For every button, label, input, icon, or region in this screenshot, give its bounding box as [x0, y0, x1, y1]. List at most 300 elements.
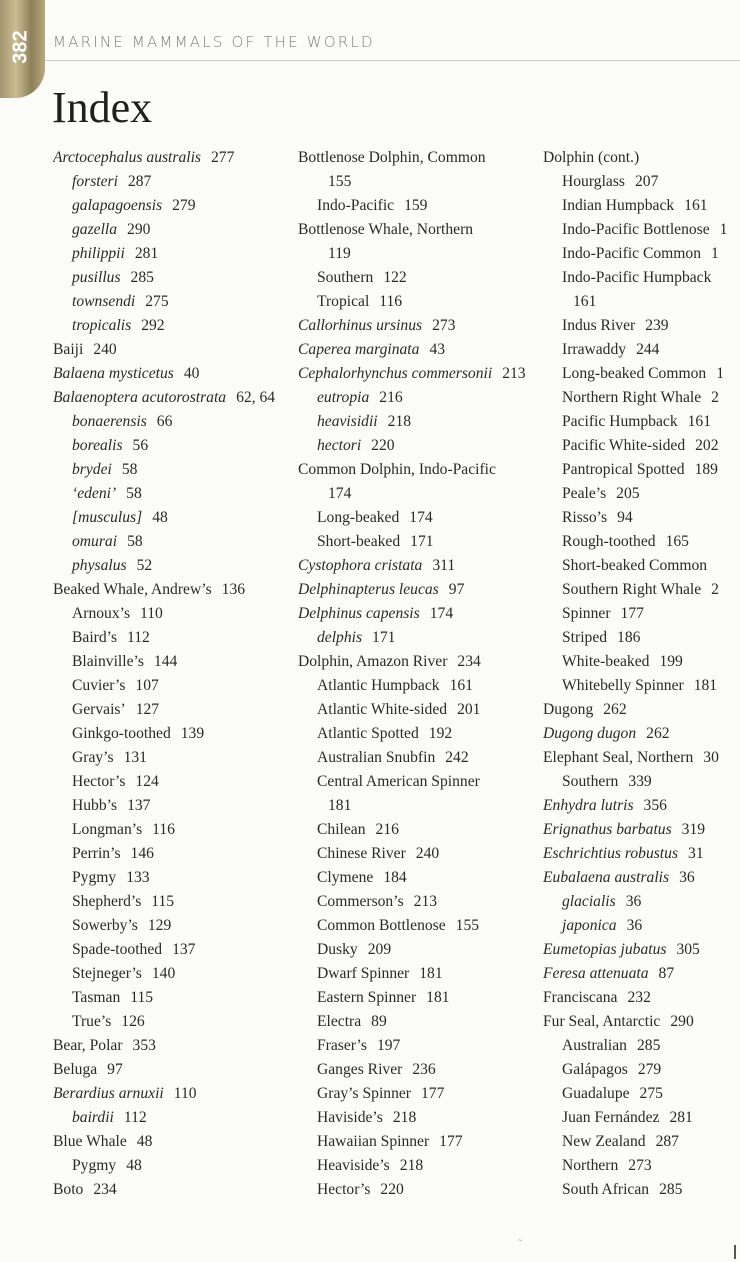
index-term: Atlantic Spotted: [317, 725, 419, 742]
index-subentry: [298, 746, 534, 770]
index-page-ref: 311: [432, 557, 456, 574]
index-entry: [543, 962, 740, 986]
index-term: Stejneger’s: [72, 965, 142, 982]
index-subentry: [543, 530, 740, 554]
page-number-tab: [0, 0, 45, 98]
index-subentry: [53, 650, 288, 674]
index-page-ref: 139: [180, 725, 205, 742]
index-page-ref: 124: [135, 773, 159, 790]
index-entry: [53, 1082, 288, 1106]
index-subentry: [543, 266, 740, 290]
index-subentry: [53, 1106, 288, 1130]
index-term: Elephant Seal, Northern: [543, 749, 694, 766]
index-page-ref: 115: [151, 893, 175, 910]
index-term: Pantropical Spotted: [562, 461, 685, 478]
index-term: Hourglass: [562, 173, 625, 190]
index-term: Spinner: [562, 605, 611, 622]
index-page-ref: 218: [392, 1109, 417, 1126]
index-subentry: [53, 914, 288, 938]
index-page-ref: 112: [123, 1109, 147, 1126]
index-term: Arnoux’s: [72, 605, 131, 622]
index-term: Southern: [562, 773, 619, 790]
index-term: Hector’s: [317, 1181, 371, 1198]
index-page-ref: 244: [636, 341, 660, 358]
index-term: Indo-Pacific Humpback: [562, 269, 712, 286]
index-entry: [543, 794, 740, 818]
index-term: Australian Snubfin: [317, 749, 436, 766]
index-entry: [543, 938, 740, 962]
index-page-ref: 186: [617, 629, 641, 646]
index-page-ref: 213: [413, 893, 438, 910]
index-subentry: [53, 602, 288, 626]
index-term: Gray’s: [72, 749, 114, 766]
index-page-ref: 232: [627, 989, 651, 1006]
index-term: Boto: [53, 1181, 84, 1198]
index-page-ref: 181: [426, 989, 450, 1006]
index-page-ref: 36: [626, 917, 643, 934]
index-entry: [298, 602, 534, 626]
index-page-ref: 1: [719, 221, 728, 238]
index-term: Longman’s: [72, 821, 143, 838]
index-page-ref: 181: [693, 677, 718, 694]
index-term: Tropical: [317, 293, 370, 310]
page-title: Index: [52, 83, 153, 132]
index-subentry: [543, 506, 740, 530]
index-term: Cephalorhynchus commersonii: [298, 365, 493, 382]
index-page-ref: 110: [140, 605, 163, 622]
page-number: 382: [9, 30, 32, 64]
index-page-ref: 155: [455, 917, 480, 934]
index-page-ref: 97: [448, 581, 465, 598]
index-subentry: [543, 1106, 740, 1130]
index-term: 155: [328, 173, 352, 190]
index-term: Long-beaked: [317, 509, 400, 526]
index-subentry: [543, 1154, 740, 1178]
page-number-box: [8, 18, 34, 76]
index-page-ref: 202: [695, 437, 719, 454]
index-term: Hubb’s: [72, 797, 118, 814]
index-subentry: [543, 482, 740, 506]
index-subentry: [53, 626, 288, 650]
index-term: Atlantic White-sided: [317, 701, 448, 718]
index-subentry: [298, 866, 534, 890]
index-term: Franciscana: [543, 989, 618, 1006]
index-entry: [298, 482, 534, 506]
index-term: Arctocephalus australis: [53, 149, 201, 166]
index-entry: [298, 242, 534, 266]
index-page-ref: 290: [127, 221, 151, 238]
index-term: Striped: [562, 629, 608, 646]
index-page-ref: 220: [371, 437, 395, 454]
index-term: 174: [328, 485, 352, 502]
index-subentry: [298, 386, 534, 410]
index-term: 161: [573, 293, 597, 310]
index-subentry: [298, 434, 534, 458]
index-term: Cystophora cristata: [298, 557, 423, 574]
index-entry: [298, 554, 534, 578]
index-term: gazella: [72, 221, 118, 238]
index-subentry: [298, 914, 534, 938]
index-subentry: [53, 482, 288, 506]
index-term: Short-beaked Common: [562, 557, 708, 574]
crop-mark: [734, 1245, 736, 1259]
index-term: Pygmy: [72, 1157, 117, 1174]
index-subentry: [53, 194, 288, 218]
index-entry: [53, 146, 288, 170]
index-page-ref: 115: [130, 989, 154, 1006]
index-subentry: [298, 842, 534, 866]
index-page-ref: 236: [412, 1061, 436, 1078]
index-page-ref: 94: [617, 509, 633, 526]
index-term: Short-beaked: [317, 533, 401, 550]
index-page-ref: 184: [383, 869, 407, 886]
index-subentry: [53, 722, 288, 746]
index-page-ref: 275: [639, 1085, 663, 1102]
index-subentry: [543, 242, 740, 266]
index-term: Dwarf Spinner: [317, 965, 410, 982]
index-term: Northern: [562, 1157, 619, 1174]
index-term: Commerson’s: [317, 893, 404, 910]
index-subentry: [298, 986, 534, 1010]
index-subentry: [53, 410, 288, 434]
index-subentry: [53, 266, 288, 290]
index-page-ref: 240: [415, 845, 440, 862]
index-page-ref: 240: [93, 341, 117, 358]
index-term: Indian Humpback: [562, 197, 675, 214]
index-page-ref: 273: [628, 1157, 652, 1174]
index-page-ref: 239: [645, 317, 669, 334]
index-subentry: [298, 626, 534, 650]
index-page-ref: 262: [646, 725, 670, 742]
index-subentry: [53, 986, 288, 1010]
index-term: heavisidii: [317, 413, 378, 430]
index-page-ref: 30: [703, 749, 719, 766]
index-entry: [543, 722, 740, 746]
index-term: Bottlenose Whale, Northern: [298, 221, 474, 238]
index-term: Long-beaked Common: [562, 365, 707, 382]
index-page-ref: 287: [655, 1133, 679, 1150]
index-subentry: [543, 554, 740, 578]
index-page-ref: 192: [428, 725, 453, 742]
index-subentry: [53, 770, 288, 794]
index-page-ref: 201: [457, 701, 481, 718]
index-page-ref: 116: [379, 293, 403, 310]
index-term: Eschrichtius robustus: [543, 845, 679, 862]
index-term: Eubalaena australis: [543, 869, 670, 886]
index-subentry: [53, 290, 288, 314]
index-subentry: [298, 938, 534, 962]
index-page-ref: 279: [637, 1061, 662, 1078]
index-subentry: [53, 554, 288, 578]
index-subentry: [543, 914, 740, 938]
index-term: Pacific White-sided: [562, 437, 686, 454]
index-page-ref: 174: [429, 605, 454, 622]
index-term: Pygmy: [72, 869, 117, 886]
index-page-ref: 161: [449, 677, 473, 694]
index-entry: [543, 1010, 740, 1034]
index-page-ref: 161: [687, 413, 712, 430]
index-term: Balaena mysticetus: [53, 365, 174, 382]
index-page-ref: 48: [152, 509, 168, 526]
index-page-ref: 207: [634, 173, 659, 190]
index-subentry: [53, 818, 288, 842]
index-term: Erignathus barbatus: [543, 821, 672, 838]
index-page-ref: 66: [156, 413, 173, 430]
index-subentry: [53, 506, 288, 530]
index-subentry: [53, 434, 288, 458]
index-term: bonaerensis: [72, 413, 147, 430]
index-term: Blue Whale: [53, 1133, 127, 1150]
index-page-ref: 136: [221, 581, 246, 598]
index-page-ref: 234: [93, 1181, 117, 1198]
index-page-ref: 181: [419, 965, 443, 982]
index-page-ref: 285: [636, 1037, 661, 1054]
index-subentry: [543, 434, 740, 458]
index-term: Beluga: [53, 1061, 98, 1078]
index-subentry: [53, 866, 288, 890]
index-page-ref: 277: [211, 149, 235, 166]
index-subentry: [298, 698, 534, 722]
index-subentry: [298, 818, 534, 842]
index-page-ref: 234: [457, 653, 481, 670]
index-subentry: [543, 650, 740, 674]
index-page-ref: 285: [130, 269, 154, 286]
index-subentry: [53, 170, 288, 194]
index-term: Peale’s: [562, 485, 607, 502]
index-subentry: [53, 962, 288, 986]
index-page-ref: 205: [616, 485, 640, 502]
index-page-ref: 1: [711, 245, 719, 262]
index-subentry: [298, 1154, 534, 1178]
index-term: eutropia: [317, 389, 370, 406]
running-head: MARINE MAMMALS OF THE WORLD: [53, 33, 375, 51]
index-page-ref: 189: [694, 461, 718, 478]
index-term: Dusky: [317, 941, 358, 958]
index-term: Berardius arnuxii: [53, 1085, 164, 1102]
index-page-ref: 62, 64: [236, 389, 276, 406]
index-page-ref: 218: [399, 1157, 424, 1174]
index-term: Electra: [317, 1013, 362, 1030]
index-page-ref: 319: [681, 821, 706, 838]
index-term: Indus River: [562, 317, 636, 334]
index-page-ref: 218: [387, 413, 412, 430]
index-term: Spade-toothed: [72, 941, 163, 958]
index-page-ref: 52: [136, 557, 153, 574]
index-term: glacialis: [562, 893, 616, 910]
index-term: Blainville’s: [72, 653, 144, 670]
index-entry: [543, 842, 740, 866]
index-term: 181: [328, 797, 352, 814]
index-subentry: [543, 602, 740, 626]
index-page-ref: 292: [141, 317, 165, 334]
index-subentry: [543, 386, 740, 410]
index-page-ref: 273: [432, 317, 456, 334]
index-page-ref: 36: [625, 893, 642, 910]
index-page-ref: 140: [151, 965, 176, 982]
index-page-ref: 177: [420, 1085, 445, 1102]
index-entry: [543, 746, 740, 770]
header-rule: [45, 60, 740, 61]
index-subentry: [53, 794, 288, 818]
index-term: brydei: [72, 461, 112, 478]
index-term: Clymene: [317, 869, 374, 886]
index-entry: [53, 362, 288, 386]
index-subentry: [543, 194, 740, 218]
index-column-2: [298, 146, 534, 1202]
index-subentry: [298, 410, 534, 434]
index-page-ref: 129: [147, 917, 172, 934]
index-entry: [53, 1058, 288, 1082]
index-page-ref: 287: [127, 173, 152, 190]
index-term: Australian: [562, 1037, 627, 1054]
index-term: Bottlenose Dolphin, Common: [298, 149, 486, 166]
index-term: Heaviside’s: [317, 1157, 390, 1174]
index-term: philippii: [72, 245, 125, 262]
index-entry: [543, 866, 740, 890]
index-page-ref: 285: [659, 1181, 683, 1198]
index-subentry: [53, 242, 288, 266]
index-entry: [53, 1130, 288, 1154]
index-page-ref: 127: [135, 701, 160, 718]
index-subentry: [298, 506, 534, 530]
index-page-ref: 40: [183, 365, 200, 382]
index-term: ‘edeni’: [72, 485, 117, 502]
index-term: Cuvier’s: [72, 677, 126, 694]
index-term: Common Bottlenose: [317, 917, 446, 934]
index-term: Gervais’: [72, 701, 126, 718]
index-term: Indo-Pacific Bottlenose: [562, 221, 710, 238]
index-page-ref: 2: [711, 389, 719, 406]
index-term: Northern Right Whale: [562, 389, 702, 406]
index-entry: [298, 650, 534, 674]
index-subentry: [543, 578, 740, 602]
index-subentry: [298, 770, 534, 794]
index-page-ref: 197: [376, 1037, 401, 1054]
index-term: Balaenoptera acutorostrata: [53, 389, 227, 406]
index-entry: [298, 218, 534, 242]
index-term: forsteri: [72, 173, 118, 190]
index-term: Dolphin (cont.): [543, 149, 640, 166]
index-page-ref: 305: [676, 941, 700, 958]
index-term: Southern Right Whale: [562, 581, 702, 598]
index-term: bairdii: [72, 1109, 114, 1126]
index-term: Eastern Spinner: [317, 989, 417, 1006]
index-term: Delphinus capensis: [298, 605, 420, 622]
index-subentry: [298, 530, 534, 554]
index-subentry: [298, 1082, 534, 1106]
index-entry: [53, 578, 288, 602]
index-term: galapagoensis: [72, 197, 163, 214]
index-subentry: [53, 1010, 288, 1034]
index-subentry: [543, 674, 740, 698]
index-entry: [543, 986, 740, 1010]
index-subentry: [543, 1034, 740, 1058]
index-subentry: [53, 698, 288, 722]
index-entry: [543, 146, 740, 170]
index-subentry: [543, 1058, 740, 1082]
index-term: Tasman: [72, 989, 121, 1006]
index-subentry: [543, 410, 740, 434]
index-term: Baiji: [53, 341, 84, 358]
index-page-ref: 131: [123, 749, 147, 766]
index-column-3: [543, 146, 740, 1202]
index-subentry: [298, 1058, 534, 1082]
index-term: Feresa attenuata: [543, 965, 649, 982]
index-column-1: [53, 146, 288, 1202]
index-page-ref: 112: [127, 629, 150, 646]
index-term: Hawaiian Spinner: [317, 1133, 430, 1150]
index-subentry: [543, 338, 740, 362]
index-term: Enhydra lutris: [543, 797, 634, 814]
index-subentry: [53, 530, 288, 554]
index-entry: [53, 1034, 288, 1058]
index-term: Chinese River: [317, 845, 406, 862]
index-page-ref: 171: [410, 533, 434, 550]
index-entry: [298, 458, 534, 482]
index-page-ref: 137: [127, 797, 151, 814]
index-term: Delphinapterus leucas: [298, 581, 439, 598]
index-entry: [543, 698, 740, 722]
index-term: Common Dolphin, Indo-Pacific: [298, 461, 496, 478]
index-subentry: [543, 1178, 740, 1202]
index-page-ref: 107: [135, 677, 159, 694]
index-page-ref: 36: [679, 869, 695, 886]
index-term: Sowerby’s: [72, 917, 138, 934]
index-term: True’s: [72, 1013, 112, 1030]
index-subentry: [298, 674, 534, 698]
index-subentry: [298, 890, 534, 914]
index-term: hectori: [317, 437, 362, 454]
index-subentry: [298, 1178, 534, 1202]
index-page-ref: 2: [711, 581, 719, 598]
index-page-ref: 165: [665, 533, 689, 550]
index-term: Risso’s: [562, 509, 608, 526]
index-term: Guadalupe: [562, 1085, 630, 1102]
index-page-ref: 213: [502, 365, 526, 382]
index-subentry: [298, 194, 534, 218]
index-entry: [298, 338, 534, 362]
index-page-ref: 1: [716, 365, 725, 382]
index-subentry: [53, 746, 288, 770]
index-subentry: [298, 1130, 534, 1154]
index-term: Ganges River: [317, 1061, 403, 1078]
index-term: New Zealand: [562, 1133, 646, 1150]
index-subentry: [53, 674, 288, 698]
index-term: Bear, Polar: [53, 1037, 123, 1054]
index-page-ref: 58: [121, 461, 138, 478]
index-page-ref: 43: [429, 341, 446, 358]
index-entry: [298, 170, 534, 194]
index-entry: [298, 794, 534, 818]
index-entry: [298, 362, 534, 386]
index-subentry: [298, 722, 534, 746]
index-page-ref: 159: [404, 197, 428, 214]
index-term: Whitebelly Spinner: [562, 677, 684, 694]
index-term: 119: [328, 245, 351, 262]
index-page-ref: 171: [372, 629, 396, 646]
index-entry: [298, 314, 534, 338]
index-subentry: [53, 938, 288, 962]
index-page-ref: 216: [375, 821, 399, 838]
index-subentry: [543, 890, 740, 914]
index-page-ref: 161: [684, 197, 708, 214]
index-page-ref: 58: [126, 485, 142, 502]
index-subentry: [543, 458, 740, 482]
index-term: Rough-toothed: [562, 533, 656, 550]
index-page-ref: 89: [371, 1013, 387, 1030]
index-subentry: [298, 1010, 534, 1034]
index-entry: [298, 578, 534, 602]
